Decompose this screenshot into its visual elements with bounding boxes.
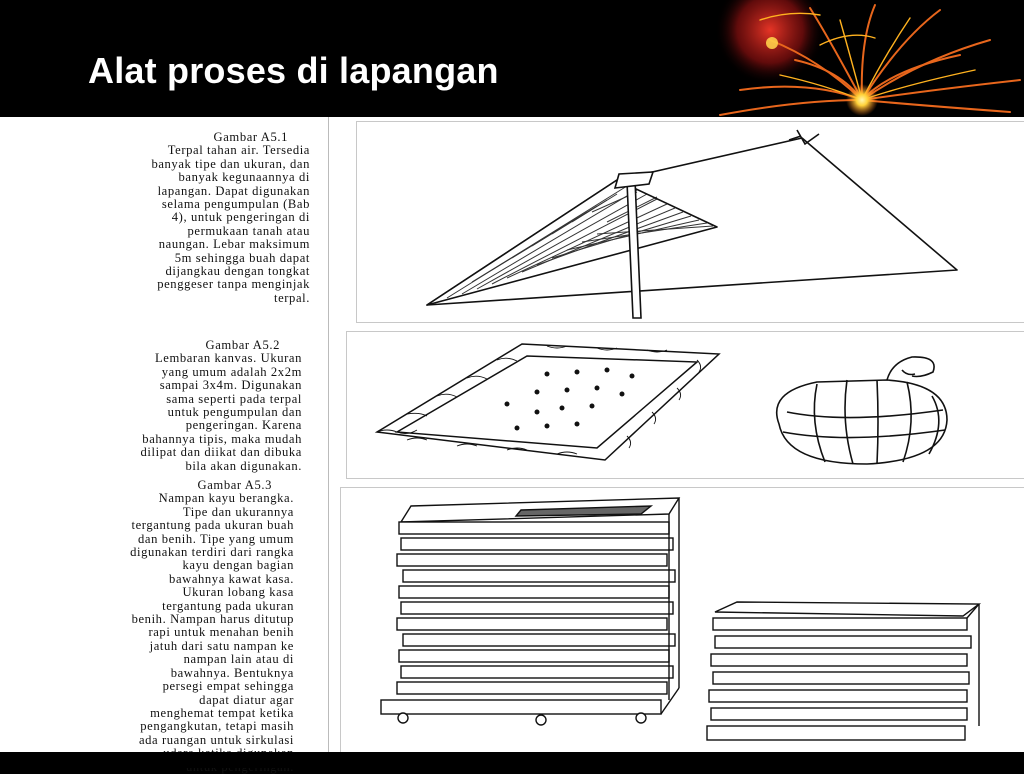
- tarp-illustration: [357, 122, 1024, 322]
- caption-line: bawahnya kawat kasa.: [169, 571, 294, 586]
- caption-line: tergantung pada ukuran buah: [131, 518, 294, 533]
- caption-line: lapangan. Dapat digunakan: [157, 183, 310, 198]
- slide-title: Alat proses di lapangan: [88, 50, 499, 91]
- figure-panel-a5-3: [340, 487, 1024, 754]
- slide-header: [0, 0, 1024, 117]
- caption-line: Terpal tahan air. Tersedia: [167, 143, 310, 158]
- figure-panel-a5-1: [356, 121, 1024, 323]
- caption-line: pengeringan. Karena: [185, 418, 302, 433]
- caption-line: bawahnya. Bentuknya: [170, 665, 294, 680]
- canvas-bundle-illustration: [777, 357, 947, 464]
- caption-heading: Gambar A5.3: [197, 478, 272, 492]
- caption-line: dijangkau dengan tongkat: [165, 264, 310, 279]
- bottom-bar: [0, 752, 1024, 768]
- caption-line: Tipe dan ukurannya: [182, 504, 294, 519]
- figure-panel-a5-2: [346, 331, 1024, 479]
- caption-line: Nampan kayu berangka.: [158, 491, 294, 506]
- caption-line: bahannya tipis, maka mudah: [142, 431, 302, 446]
- caption-line: 4), untuk pengeringan di: [171, 210, 310, 225]
- caption-line: banyak kegunaannya di: [178, 170, 310, 185]
- fireworks-decoration: [700, 0, 1024, 117]
- tray-stack-short-illustration: [697, 598, 987, 748]
- caption-line: pengangkutan, tetapi masih: [140, 719, 294, 734]
- caption-line: naungan. Lebar maksimum: [158, 237, 310, 252]
- column-divider: [328, 117, 329, 752]
- caption-line: bila akan digunakan.: [185, 458, 302, 473]
- caption-line: nampan lain atau di: [183, 652, 294, 667]
- caption-line: yang umum adalah 2x2m: [161, 364, 302, 379]
- caption-line: tergantung pada ukuran: [162, 598, 294, 613]
- caption-heading: Gambar A5.1: [213, 130, 288, 144]
- caption-line: jatuh dari satu nampan ke: [149, 638, 294, 653]
- caption-line: benih. Nampan harus ditutup: [131, 612, 294, 627]
- caption-line: Lembaran kanvas. Ukuran: [154, 351, 302, 366]
- caption-heading: Gambar A5.2: [205, 338, 280, 352]
- caption-line: selama pengumpulan (Bab: [161, 197, 310, 212]
- caption-line: Ukuran lobang kasa: [182, 585, 294, 600]
- caption-a5-3: [20, 479, 294, 774]
- caption-line: kayu dengan bagian: [182, 558, 294, 573]
- caption-line: dapat diatur agar: [199, 692, 294, 707]
- caption-line: rapi untuk menahan benih: [148, 625, 294, 640]
- caption-a5-2: [30, 339, 302, 473]
- caption-line: dilipat dan diikat dan dibuka: [140, 445, 302, 460]
- caption-line: sampai 3x4m. Digunakan: [159, 378, 302, 393]
- caption-line: 5m sehingga buah dapat: [174, 250, 310, 265]
- caption-line: persegi empat sehingga: [162, 679, 294, 694]
- caption-line: untuk pengumpulan dan: [167, 405, 302, 420]
- caption-line: menghemat tempat ketika: [150, 705, 294, 720]
- caption-line: banyak tipe dan ukuran, dan: [151, 156, 310, 171]
- canvas-sheet-illustration: [347, 332, 1024, 478]
- caption-line: dan benih. Tipe yang umum: [138, 531, 294, 546]
- caption-a5-1: [40, 131, 310, 305]
- caption-line: ada ruangan untuk sirkulasi: [138, 732, 294, 747]
- caption-line: permukaan tanah atau: [187, 223, 310, 238]
- caption-line: penggeser tanpa menginjak: [157, 277, 310, 292]
- caption-line: digunakan terdiri dari rangka: [130, 545, 294, 560]
- caption-line: terpal.: [273, 290, 310, 305]
- scanned-page: [0, 117, 1024, 752]
- caption-line: sama seperti pada terpal: [166, 391, 302, 406]
